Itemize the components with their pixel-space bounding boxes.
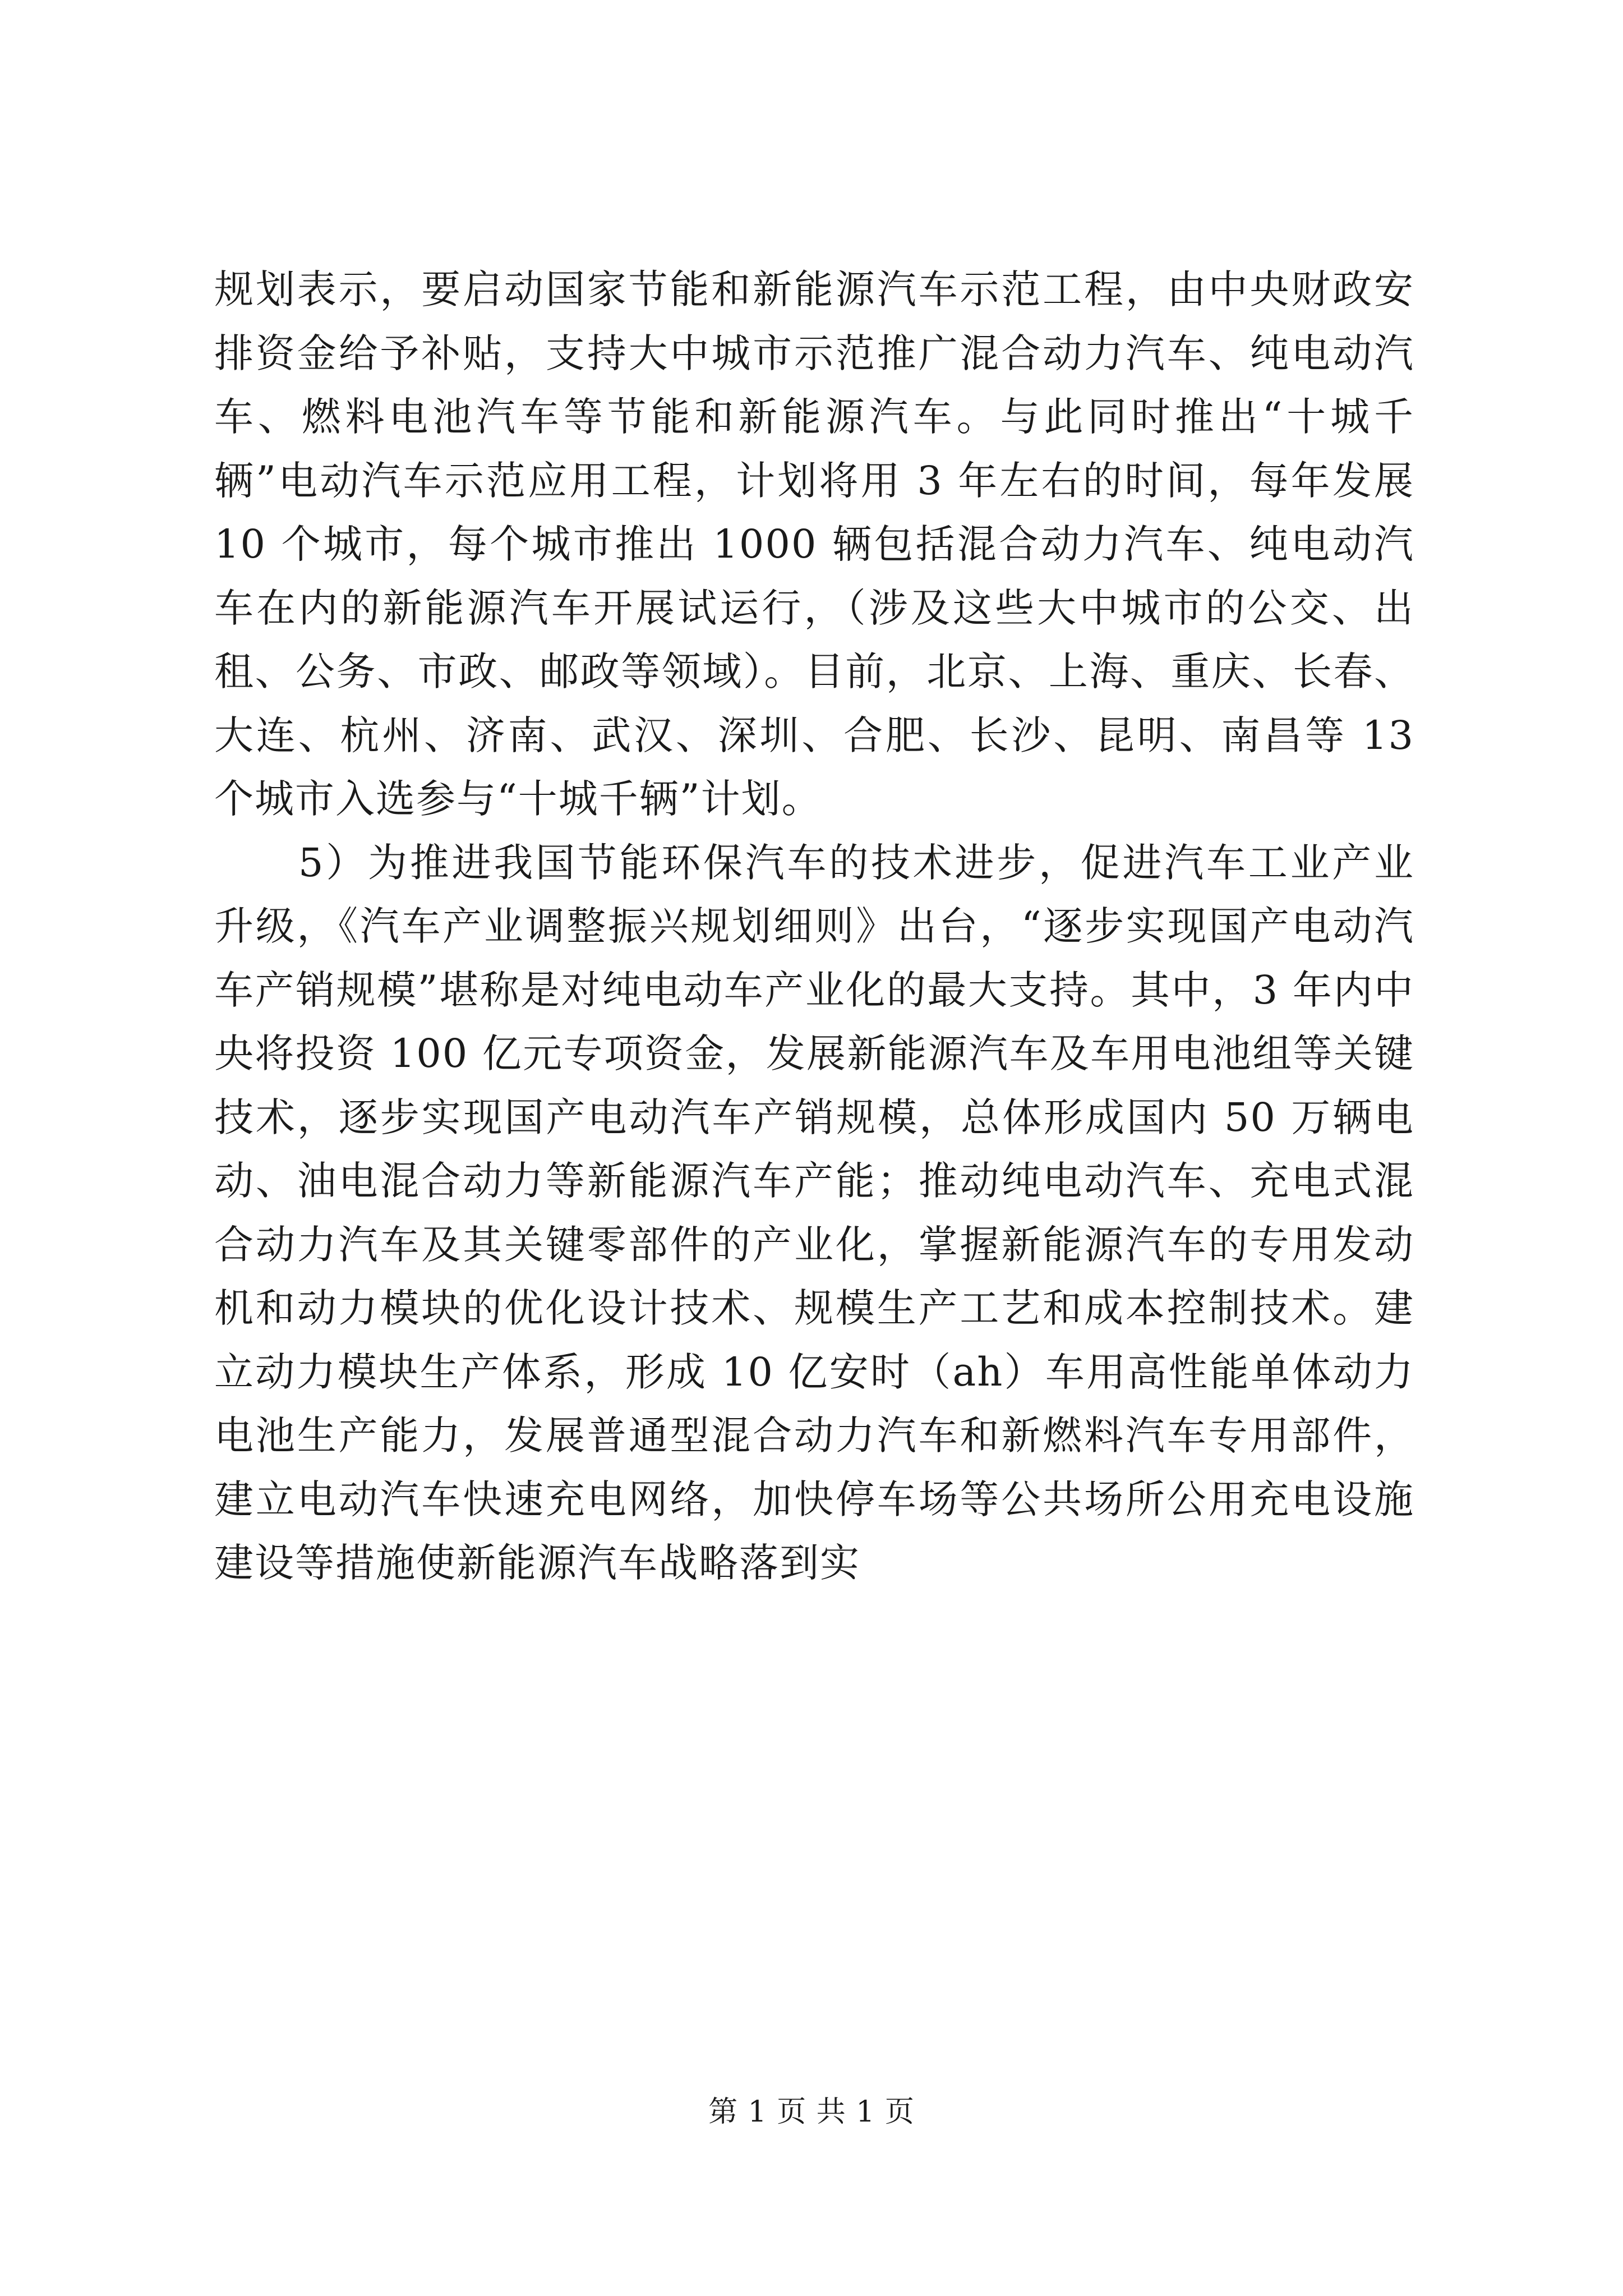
page-footer: 第 1 页 共 1 页 [708, 2095, 915, 2129]
paragraph-1: 规划表示，要启动国家节能和新能源汽车示范工程，由中央财政安排资金给予补贴，支持大中城市示范推广混合动力汽车、纯电动汽车、燃料电池汽车等节能和新能源汽车。与此同时推出“十城千辆”电动汽车示范应用工程，计划将用 3 年左右的时间，每年发展 10 个城市，每个城市推出 1000 辆包括混合动力汽车、纯电动汽车在内的新能源汽车开展试运行，（涉及这些大中城市的公交、出租、公务、市政、邮政等领域）。目前，北京、上海、重庆、长春、大连、杭州、济南、武汉、深圳、合肥、长沙、昆明、南昌等 13 个城市入选参与“十城千辆”计划。 [214, 266, 1414, 822]
document-body [214, 258, 1414, 1595]
paragraph-2: 5）为推进我国节能环保汽车的技术进步，促进汽车工业产业升级，《汽车产业调整振兴规划细则》出台，“逐步实现国产电动汽车产销规模”堪称是对纯电动车产业化的最大支持。其中，3 年内中央将投资 100 亿元专项资金，发展新能源汽车及车用电池组等关键技术，逐步实现国产电动汽车产销规模，总体形成国内 50 万辆电动、油电混合动力等新能源汽车产能；推动纯电动汽车、充电式混合动力汽车及其关键零部件的产业化，掌握新能源汽车的专用发动机和动力模块的优化设计技术、规模生产工艺和成本控制技术。建立动力模块生产体系，形成 10 亿安时（ah）车用高性能单体动力电池生产能力，发展普通型混合动力汽车和新燃料汽车专用部件，建立电动汽车快速充电网络，加快停车场等公共场所公用充电设施建设等措施使新能源汽车战略落到实 [214, 839, 1414, 1586]
